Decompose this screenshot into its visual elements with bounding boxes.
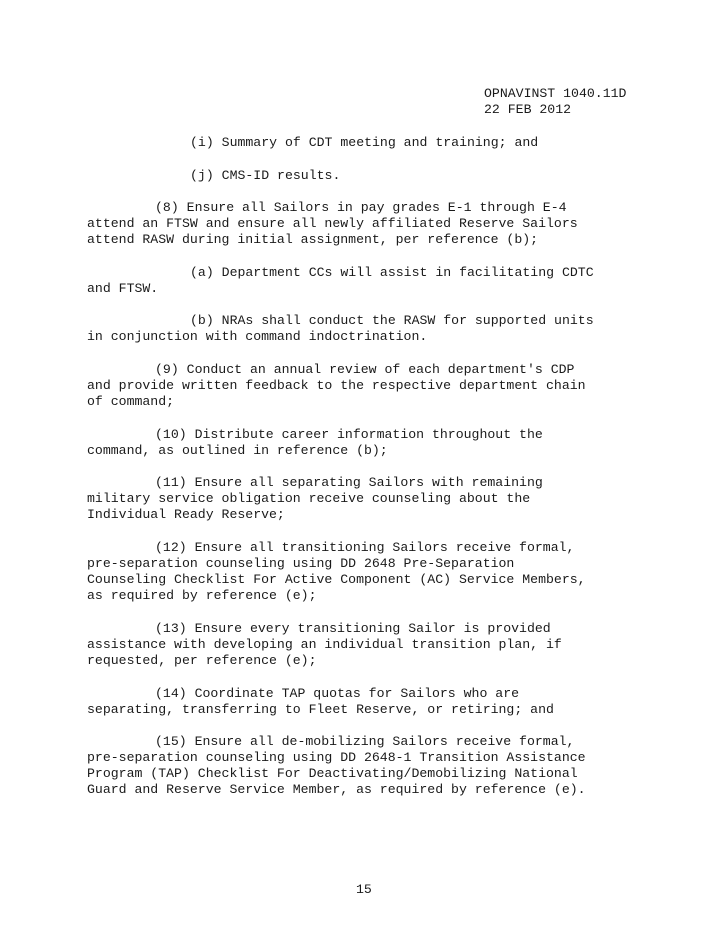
paragraph-15-line-4: Guard and Reserve Service Member, as required by reference (e). [87, 782, 586, 797]
paragraph-13-line-1: (13) Ensure every transitioning Sailor is provided [155, 621, 551, 636]
paragraph-8a-line-1: (a) Department CCs will assist in facilitating CDTC [190, 265, 594, 280]
paragraph-9-line-3: of command; [87, 394, 175, 409]
paragraph-8b-line-1: (b) NRAs shall conduct the RASW for supported units [190, 313, 594, 328]
paragraph-13-line-2: assistance with developing an individual transition plan, if [87, 637, 562, 652]
paragraph-8a-line-2: and FTSW. [87, 281, 159, 296]
paragraph-15-line-3: Program (TAP) Checklist For Deactivating/Demobilizing National [87, 766, 578, 781]
paragraph-12-line-2: pre-separation counseling using DD 2648 Pre-Separation [87, 556, 515, 571]
document-date: 22 FEB 2012 [484, 102, 572, 117]
paragraph-8-line-1: (8) Ensure all Sailors in pay grades E-1 through E-4 [155, 200, 567, 215]
paragraph-9-line-2: and provide written feedback to the respective department chain [87, 378, 586, 393]
paragraph-9-line-1: (9) Conduct an annual review of each department's CDP [155, 362, 575, 377]
paragraph-11-line-2: military service obligation receive counseling about the [87, 491, 531, 506]
paragraph-12-line-3: Counseling Checklist For Active Component (AC) Service Members, [87, 572, 586, 587]
paragraph-8-line-3: attend RASW during initial assignment, per reference (b); [87, 232, 539, 247]
paragraph-12-line-4: as required by reference (e); [87, 588, 317, 603]
document-number: OPNAVINST 1040.11D [484, 86, 627, 101]
paragraph-8-line-2: attend an FTSW and ensure all newly affiliated Reserve Sailors [87, 216, 578, 231]
paragraph-11-line-1: (11) Ensure all separating Sailors with remaining [155, 475, 543, 490]
paragraph-15-line-2: pre-separation counseling using DD 2648-1 Transition Assistance [87, 750, 586, 765]
paragraph-12-line-1: (12) Ensure all transitioning Sailors receive formal, [155, 540, 575, 555]
paragraph-j-line-1: (j) CMS-ID results. [190, 168, 341, 183]
paragraph-14-line-1: (14) Coordinate TAP quotas for Sailors who are [155, 686, 520, 701]
page-number: 15 [356, 882, 372, 897]
paragraph-11-line-3: Individual Ready Reserve; [87, 507, 285, 522]
paragraph-13-line-3: requested, per reference (e); [87, 653, 317, 668]
paragraph-15-line-1: (15) Ensure all de-mobilizing Sailors receive formal, [155, 734, 575, 749]
paragraph-14-line-2: separating, transferring to Fleet Reserve, or retiring; and [87, 702, 554, 717]
paragraph-10-line-1: (10) Distribute career information throughout the [155, 427, 543, 442]
paragraph-8b-line-2: in conjunction with command indoctrination. [87, 329, 428, 344]
paragraph-i-line-1: (i) Summary of CDT meeting and training; and [190, 135, 539, 150]
paragraph-10-line-2: command, as outlined in reference (b); [87, 443, 388, 458]
